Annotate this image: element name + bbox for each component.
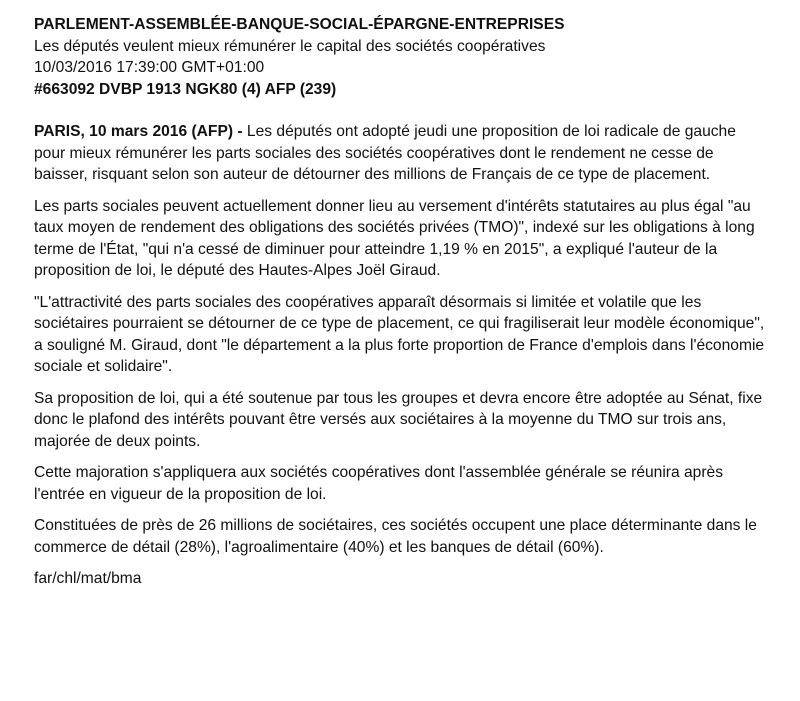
article-headline: Les députés veulent mieux rémunérer le capital des sociétés coopératives xyxy=(34,37,546,55)
article-datetime: 10/03/2016 17:39:00 GMT+01:00 xyxy=(34,59,265,76)
article-dateline: PARIS, 10 mars 2016 (AFP) - xyxy=(34,123,243,140)
article-paragraph-6: Constituées de près de 26 millions de sociétaires, ces sociétés occupent une place déterminante dans le commerce de détail (28%), l'agroalimentaire (40%) et les banques de détail (60%). xyxy=(34,517,757,556)
article-paragraph-2: Les parts sociales peuvent actuellement donner lieu au versement d'intérêts statutaires au plus égal "au taux moyen de rendement des obligations des sociétés privées (TMO)", indexé sur les obligations à long terme de l'État, "qui n'a cessé de diminuer pour atteindre 1,19 % en 2015", a expliqué l'auteur de la proposition de loi, le député des Hautes-Alpes Joël Giraud. xyxy=(34,197,755,279)
article-signature: far/chl/mat/bma xyxy=(34,570,142,587)
paragraph-text: Les députés ont adopté jeudi une proposition de loi radicale de gauche pour mieux rémunérer les parts sociales des sociétés coopératives dont le rendement ne cesse de baisser, risquant selon son auteur de détourner des millions de Français de ce type de placement. xyxy=(34,123,736,183)
article-paragraph-1 xyxy=(34,121,780,186)
article-slug: PARLEMENT-ASSEMBLÉE-BANQUE-SOCIAL-ÉPARGNE-ENTREPRISES xyxy=(34,16,565,33)
article-reference: #663092 DVBP 1913 NGK80 (4) AFP (239) xyxy=(34,80,337,98)
header-spacer xyxy=(34,100,780,121)
article-paragraph-5: Cette majoration s'appliquera aux sociétés coopératives dont l'assemblée générale se réunira après l'entrée en vigueur de la proposition de loi. xyxy=(34,464,724,503)
article-paragraph-3: "L'attractivité des parts sociales des coopératives apparaît désormais si limitée et volatile que les sociétaires pourraient se détourner de ce type de placement, ce qui fragiliserait leur modèle économique", a souligné M. Giraud, dont "le département a la plus forte proportion de France d'emplois dans l'économie sociale et solidaire". xyxy=(34,293,765,375)
article-paragraph-4: Sa proposition de loi, qui a été soutenue par tous les groupes et devra encore être adoptée au Sénat, fixe donc le plafond des intérêts pouvant être versés aux sociétaires à la moyenne du TMO sur trois ans, majorée de deux points. xyxy=(34,389,763,450)
